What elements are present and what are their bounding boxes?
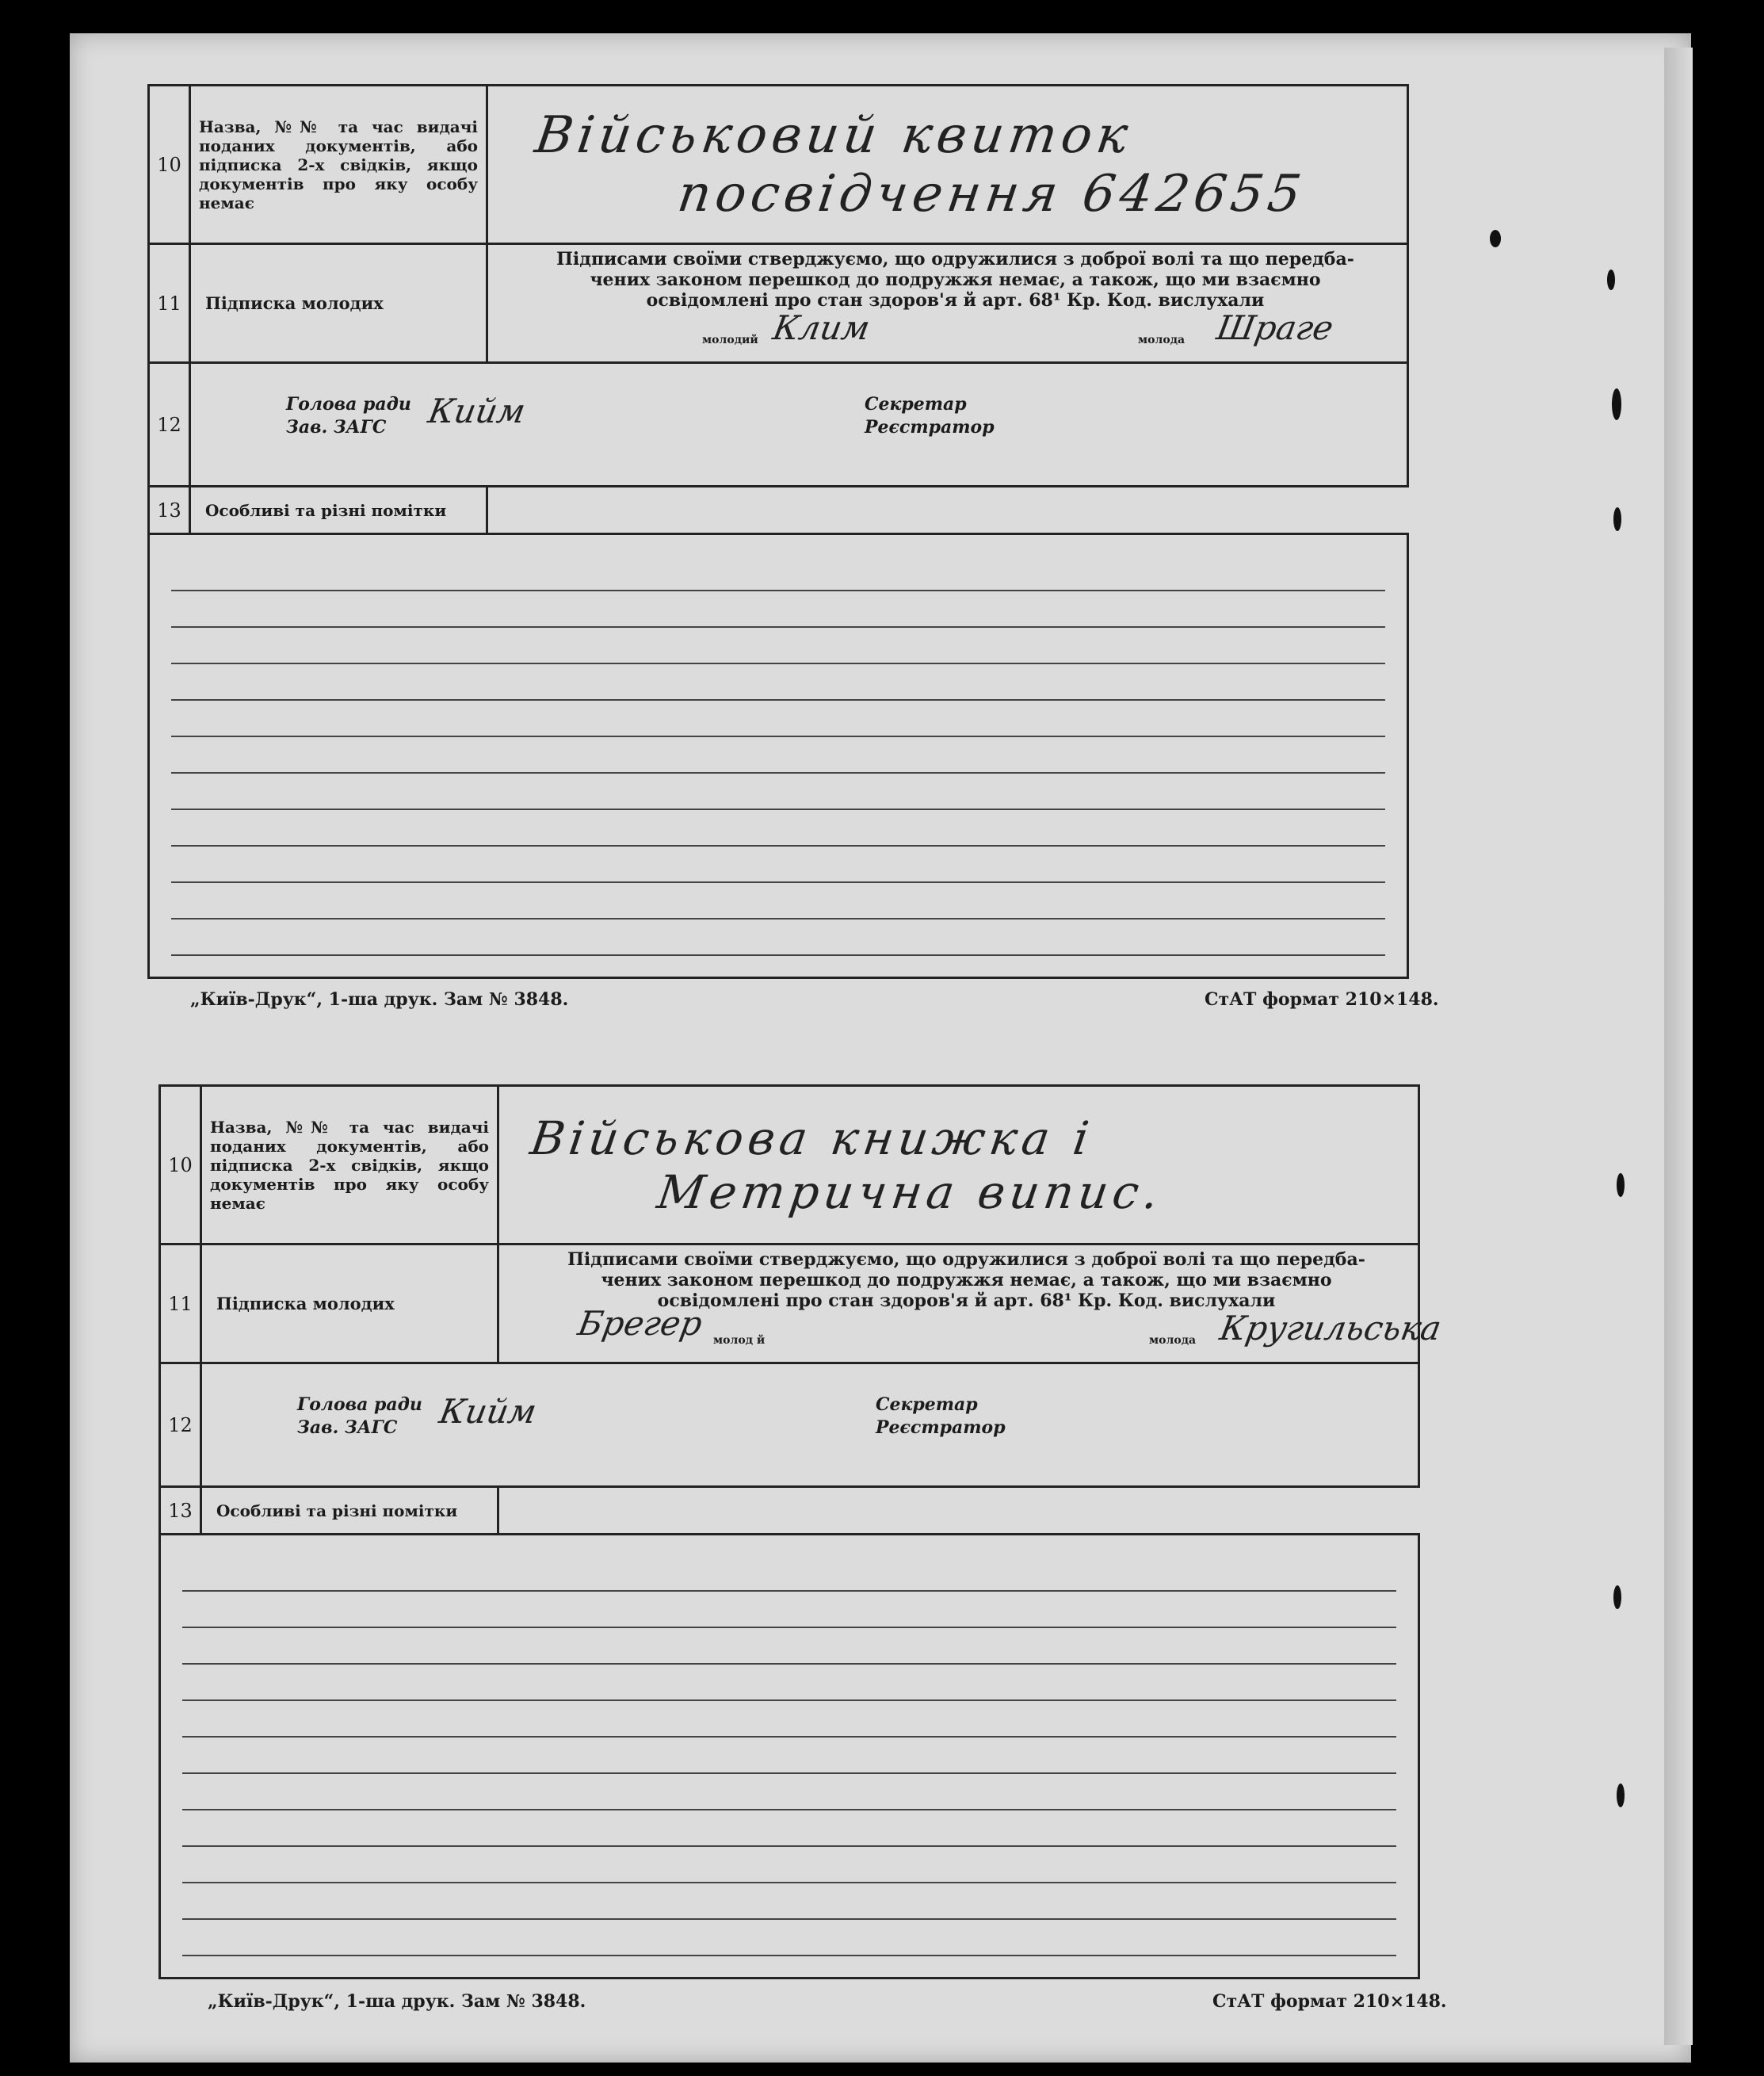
signature-line	[488, 308, 1407, 357]
printer-imprint: „Київ-Друк“, 1-ша друк. Зам № 3848.	[208, 1991, 586, 2012]
signatures-label: Підписка молодих	[201, 1244, 498, 1363]
bride-signature: Кругильська	[1216, 1308, 1445, 1348]
secretary-label	[865, 393, 995, 440]
documents-line-1: Військова книжка і	[527, 1111, 1098, 1165]
row-12	[149, 363, 1408, 487]
row-11	[160, 1244, 1419, 1363]
documents-label: Назва, №№ та час видачі поданих документів, або підписка 2-х свідків, якщо документів про яку особу немає	[190, 86, 487, 244]
officials-cell	[190, 363, 1408, 487]
binder-mark	[1613, 507, 1621, 531]
groom-signature: Брегер	[575, 1303, 705, 1343]
row-number: 13	[160, 1487, 201, 1535]
bride-label: молода	[1138, 333, 1186, 346]
binder-mark	[1607, 270, 1615, 290]
remarks-lines	[160, 1535, 1419, 1979]
row-number: 10	[160, 1086, 201, 1244]
chairman-title: Голова ради	[297, 1394, 422, 1415]
documents-value	[498, 1086, 1419, 1244]
chairman-label	[297, 1394, 422, 1440]
row-number: 13	[149, 487, 190, 534]
remarks-label: Особливі та різні помітки	[190, 487, 487, 534]
remarks-spacer	[487, 487, 1408, 534]
remarks-area	[160, 1535, 1419, 1979]
groom-label: молод й	[713, 1333, 766, 1347]
format-note: СтАТ формат 210×148.	[1205, 989, 1439, 1010]
row-number: 11	[149, 244, 190, 363]
secretary-label	[876, 1394, 1006, 1440]
documents-line-1: Військовий квиток	[531, 105, 1136, 165]
documents-value	[487, 86, 1408, 244]
marriage-record-form-2	[158, 1084, 1445, 1980]
signatures-label: Підписка молодих	[190, 244, 487, 363]
page-edge	[1664, 48, 1693, 2045]
remarks-label: Особливі та різні помітки	[201, 1487, 498, 1535]
officials-cell	[201, 1363, 1419, 1487]
bride-signature: Шраге	[1213, 308, 1337, 347]
row-number: 11	[160, 1244, 201, 1363]
row-number: 12	[149, 363, 190, 487]
consent-text: Підписами своїми стверджуємо, що одружилися з доброї волі та що передба-чених законом перешкод до подружжя немає, а також, що ми взаємно освідомлені про стан здоров'я й арт. 68¹ Кр. Код. вислухали	[567, 1249, 1365, 1311]
row-10	[149, 86, 1408, 244]
chairman-signature: Кийм	[425, 391, 529, 430]
printer-imprint: „Київ-Друк“, 1-ша друк. Зам № 3848.	[190, 989, 569, 1010]
officials-block	[202, 1370, 1418, 1481]
consent-text: Підписами своїми стверджуємо, що одружилися з доброї волі та що передба-чених законом перешкод до подружжя немає, а також, що ми взаємно освідомлені про стан здоров'я й арт. 68¹ Кр. Код. вислухали	[556, 249, 1354, 311]
groom-signature: Клим	[769, 308, 873, 347]
remarks-area	[149, 534, 1408, 978]
remarks-spacer	[498, 1487, 1419, 1535]
marriage-record-form-1	[147, 84, 1409, 980]
row-number: 10	[149, 86, 190, 244]
row-10	[160, 1086, 1419, 1244]
row-13	[160, 1487, 1419, 1535]
groom-label: молодий	[702, 333, 758, 346]
format-note: СтАТ формат 210×148.	[1212, 1991, 1447, 2012]
binder-mark	[1617, 1784, 1625, 1807]
chairman-label	[286, 393, 411, 440]
secretary-title: Секретар	[865, 393, 967, 415]
registry-head-title: Зав. ЗАГС	[286, 417, 387, 438]
row-13	[149, 487, 1408, 534]
signatures-value	[498, 1244, 1445, 1363]
signature-line	[499, 1303, 1445, 1358]
binder-mark	[1612, 388, 1621, 420]
bride-label: молода	[1149, 1333, 1197, 1347]
binder-mark	[1613, 1585, 1621, 1609]
binder-mark	[1490, 230, 1501, 247]
registrar-title: Реєстратор	[865, 417, 995, 438]
registry-head-title: Зав. ЗАГС	[297, 1417, 398, 1439]
documents-label: Назва, №№ та час видачі поданих документів, або підписка 2-х свідків, якщо документів про яку особу немає	[201, 1086, 498, 1244]
remarks-lines	[149, 534, 1408, 978]
chairman-signature: Кийм	[436, 1391, 540, 1431]
row-number: 12	[160, 1363, 201, 1487]
documents-line-2: посвідчення 642655	[674, 164, 1310, 224]
officials-block	[191, 369, 1407, 480]
row-11	[149, 244, 1408, 363]
chairman-title: Голова ради	[286, 393, 411, 415]
signatures-value	[487, 244, 1408, 363]
secretary-title: Секретар	[876, 1394, 978, 1415]
documents-line-2: Метрична випис.	[654, 1164, 1167, 1219]
binder-mark	[1617, 1173, 1625, 1197]
row-12	[160, 1363, 1419, 1487]
registrar-title: Реєстратор	[876, 1417, 1006, 1439]
